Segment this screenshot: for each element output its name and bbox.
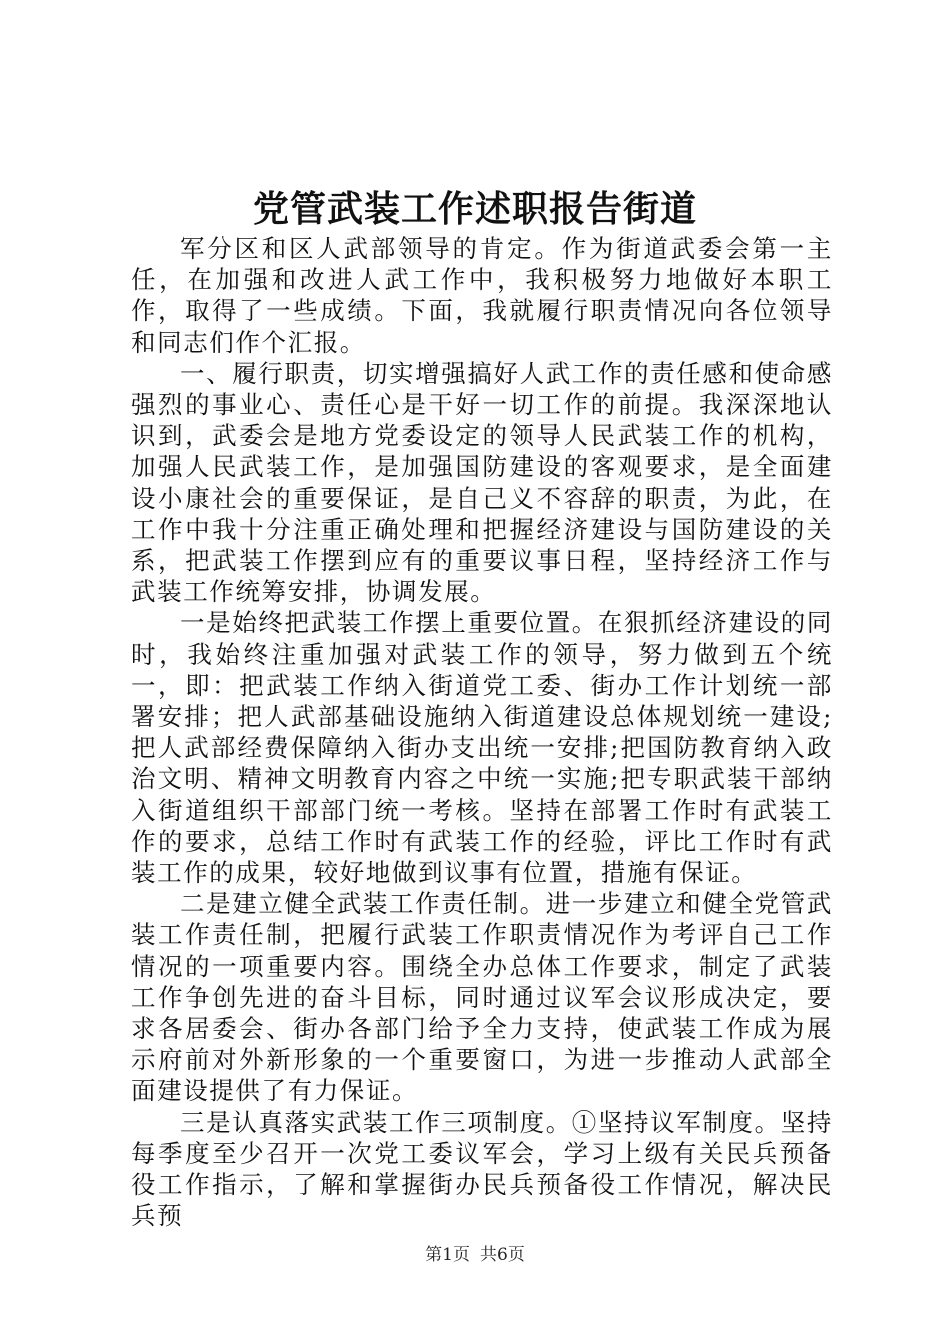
document-title: 党管武装工作述职报告街道 (252, 188, 697, 230)
page-footer (0, 1244, 950, 1266)
paragraph-2: 一、履行职责，切实增强搞好人武工作的责任感和使命感强烈的事业心、责任心是干好一切工作的前提。我深深地认识到，武委会是地方党委设定的领导人民武装工作的机构，加强人民武装工作，是加强国防建设的客观要求，是全面建设小康社会的重要保证，是自己义不容辞的职责，为此，在工作中我十分注重正确处理和把握经济建设与国防建设的关系，把武装工作摆到应有的重要议事日程，坚持经济工作与武装工作统筹安排，协调发展。 (131, 358, 833, 607)
page-total: 共6页 (480, 1245, 525, 1265)
paragraph-3: 一是始终把武装工作摆上重要位置。在狠抓经济建设的同时，我始终注重加强对武装工作的领导，努力做到五个统一，即：把武装工作纳入街道党工委、街办工作计划统一部署安排；把人武部基础设施纳入街道建设总体规划统一建设;把人武部经费保障纳入街办支出统一安排;把国防教育纳入政治文明、精神文明教育内容之中统一实施;把专职武装干部纳入街道组织干部部门统一考核。坚持在部署工作时有武装工作的要求，总结工作时有武装工作的经验，评比工作时有武装工作的成果，较好地做到议事有位置，措施有保证。 (131, 608, 833, 888)
paragraph-1: 军分区和区人武部领导的肯定。作为街道武委会第一主任，在加强和改进人武工作中，我积极努力地做好本职工作，取得了一些成绩。下面，我就履行职责情况向各位领导和同志们作个汇报。 (131, 234, 833, 357)
paragraph-5: 三是认真落实武装工作三项制度。①坚持议军制度。坚持每季度至少召开一次党工委议军会，学习上级有关民兵预备役工作指示，了解和掌握街办民兵预备役工作情况，解决民兵预 (131, 1107, 833, 1231)
document-body (131, 233, 833, 1232)
page-number: 第1页 (425, 1245, 470, 1265)
paragraph-4: 二是建立健全武装工作责任制。进一步建立和健全党管武装工作责任制，把履行武装工作职责情况作为考评自己工作情况的一项重要内容。围绕全办总体工作要求，制定了武装工作争创先进的奋斗目标，同时通过议军会议形成决定，要求各居委会、街办各部门给予全力支持，使武装工作成为展示府前对外新形象的一个重要窗口，为进一步推动人武部全面建设提供了有力保证。 (131, 889, 833, 1106)
